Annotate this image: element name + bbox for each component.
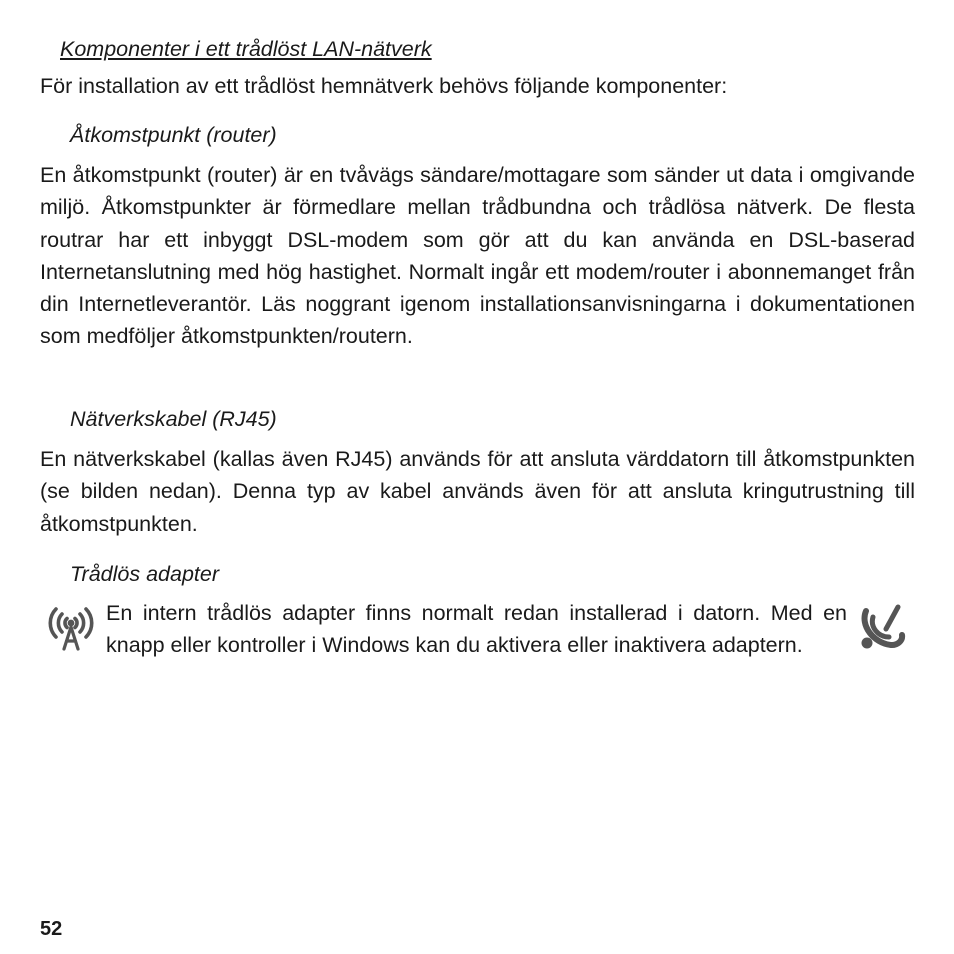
document-page <box>40 0 915 954</box>
paragraph-wireless-adapter: En intern trådlös adapter finns normalt redan installerad i datorn. Med en knapp eller kontroller i Windows kan du aktivera eller inaktivera adaptern. <box>106 601 847 658</box>
section-title: Komponenter i ett trådlöst LAN-nätverk <box>60 37 432 61</box>
paragraph-wireless-adapter-block <box>40 597 915 662</box>
intro-paragraph: För installation av ett trådlöst hemnätverk behövs följande komponenter: <box>40 74 728 98</box>
wireless-antenna-icon <box>40 597 106 661</box>
subheading-network-cable: Nätverkskabel (RJ45) <box>70 407 277 431</box>
page-number: 52 <box>40 918 63 940</box>
paragraph-network-cable: En nätverkskabel (kallas även RJ45) används för att ansluta värddatorn till åtkomstpunkten (se bilden nedan). Denna typ av kabel används även för att ansluta kringutrustning till åtkomstpunkten. <box>40 447 915 536</box>
paragraph-access-point: En åtkomstpunkt (router) är en tvåvägs sändare/mottagare som sänder ut data i omgivande miljö. Åtkomstpunkter är förmedlare mellan trådbundna och trådlösa nätverk. De flesta routrar har ett inbyggt DSL-modem som gör att du kan använda en DSL-baserad Internetanslutning med hög hastighet. Normalt ingår ett modem/router i abonnemanget från din Internetleverantör. Läs noggrant igenom installationsanvisningarna i dokumentationen som medföljer åtkomstpunkten/routern. <box>40 163 915 349</box>
wireless-switch-icon <box>853 597 915 661</box>
subheading-wireless-adapter: Trådlös adapter <box>70 562 219 586</box>
subheading-access-point: Åtkomstpunkt (router) <box>70 123 277 147</box>
